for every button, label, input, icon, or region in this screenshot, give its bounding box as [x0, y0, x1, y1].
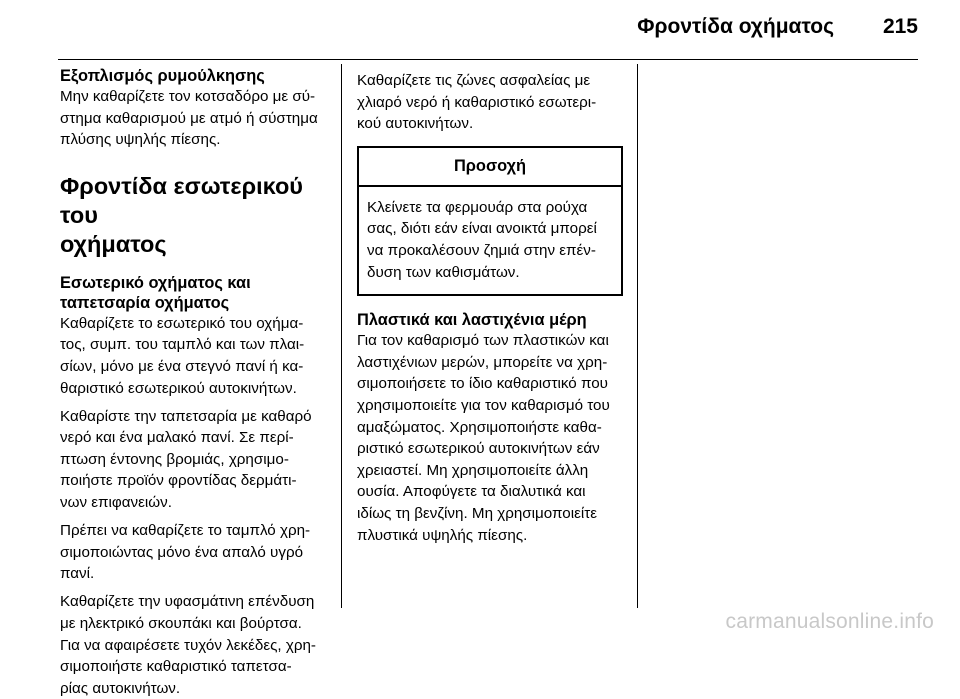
text-line: χρειαστεί. Μη χρησιμοποιείτε άλλη [357, 461, 589, 479]
text-line: ριστικό εσωτερικού αυτοκινήτων εάν [357, 440, 600, 458]
text-line: λαστιχένιων μερών, μπορείτε να χρη- [357, 353, 608, 371]
towing-equipment-text [60, 86, 328, 151]
text-line: με ηλεκτρικό σκουπάκι και βούρτσα. [60, 615, 302, 632]
text-line: Καθαρίζετε το εσωτερικό του οχήμα- [60, 314, 304, 332]
heading-line: Εσωτερικό οχήματος και [60, 273, 251, 292]
text-line: χλιαρό νερό ή καθαριστικό εσωτερι- [357, 93, 597, 111]
text-line: νερό και ένα μαλακό πανί. Σε περί- [60, 429, 294, 447]
plastic-rubber-heading: Πλαστικά και λαστιχένια μέρη [357, 311, 587, 330]
text-line: πλύσης υψηλής πίεσης. [60, 131, 221, 149]
text-line: ρίας αυτοκινήτων. [60, 679, 181, 697]
text-line: κού αυτοκινήτων. [357, 115, 474, 133]
column-divider-right [637, 64, 638, 608]
paragraph [60, 406, 328, 514]
text-line: πτωση έντονης βρομιάς, χρησιμο- [60, 450, 289, 468]
text-line: Μην καθαρίζετε τον κοτσαδόρο με σύ- [60, 88, 316, 105]
page-title: Φροντίδα οχήματος [637, 15, 834, 38]
heading-line: οχήματος [60, 230, 167, 257]
left-column [60, 66, 328, 699]
text-line: σας, διότι εάν είναι ανοικτά μπορεί [367, 220, 597, 238]
text-line: δυση των καθισμάτων. [367, 263, 520, 281]
text-line: να προκαλέσουν ζημιά στην επέν- [367, 241, 596, 259]
heading-line: Φροντίδα εσωτερικού του [60, 172, 303, 228]
caution-text [359, 187, 621, 294]
page-number: 215 [882, 15, 918, 38]
text-line: σιμοποιήσετε το ίδιο καθαριστικό που [357, 375, 608, 393]
text-line: Για τον καθαρισμό των πλαστικών και [357, 332, 609, 350]
text-line: αμαξώματος. Χρησιμοποιήστε καθα- [357, 418, 602, 436]
caution-box [357, 146, 623, 296]
middle-column [357, 70, 625, 546]
towing-equipment-heading: Εξοπλισμός ρυμούλκησης [60, 67, 265, 85]
paragraph [60, 313, 328, 399]
text-line: Κλείνετε τα φερμουάρ στα ρούχα [367, 198, 588, 216]
watermark: carmanualsonline.info [725, 610, 934, 633]
interior-care-chapter-heading [60, 172, 328, 259]
text-line: νων επιφανειών. [60, 494, 172, 512]
text-line: χρησιμοποιείτε για τον καθαρισμό του [357, 396, 610, 414]
text-line: θαριστικό εσωτερικού αυτοκινήτων. [60, 379, 297, 397]
text-line: τος, συμπ. του ταμπλό και των πλαι- [60, 336, 305, 354]
interior-upholstery-heading [60, 273, 328, 313]
text-line: σιμοποιήστε καθαριστικό ταπετσα- [60, 658, 292, 676]
text-line: Καθαρίζετε τις ζώνες ασφαλείας με [357, 72, 591, 89]
text-line: πανί. [60, 565, 95, 583]
text-line: πλυστικά υψηλής πίεσης. [357, 526, 528, 544]
paragraph [60, 520, 328, 585]
text-line: σίων, μόνο με ένα στεγνό πανί ή κα- [60, 357, 304, 375]
text-line: Καθαρίστε την ταπετσαρία με καθαρό [60, 407, 312, 425]
header-divider [58, 59, 918, 60]
text-line: στημα καθαρισμού με ατμό ή σύστημα [60, 109, 318, 127]
heading-line: ταπετσαρία οχήματος [60, 293, 230, 312]
plastic-rubber-text [357, 330, 625, 546]
text-line: ουσία. Αποφύγετε τα διαλυτικά και [357, 483, 586, 501]
paragraph [60, 591, 328, 699]
text-line: Για να αφαιρέσετε τυχόν λεκέδες, χρη- [60, 636, 316, 654]
seat-belts-text [357, 70, 625, 135]
column-divider-left [341, 64, 342, 608]
text-line: ποιήστε προϊόν φροντίδας δερμάτι- [60, 472, 297, 490]
text-line: σιμοποιώντας μόνο ένα απαλό υγρό [60, 543, 304, 561]
text-line: Καθαρίζετε την υφασμάτινη επένδυση [60, 593, 315, 611]
text-line: Πρέπει να καθαρίζετε το ταμπλό χρη- [60, 522, 311, 540]
text-line: ιδίως τη βενζίνη. Μη χρησιμοποιείτε [357, 504, 598, 522]
caution-title: Προσοχή [359, 148, 621, 187]
